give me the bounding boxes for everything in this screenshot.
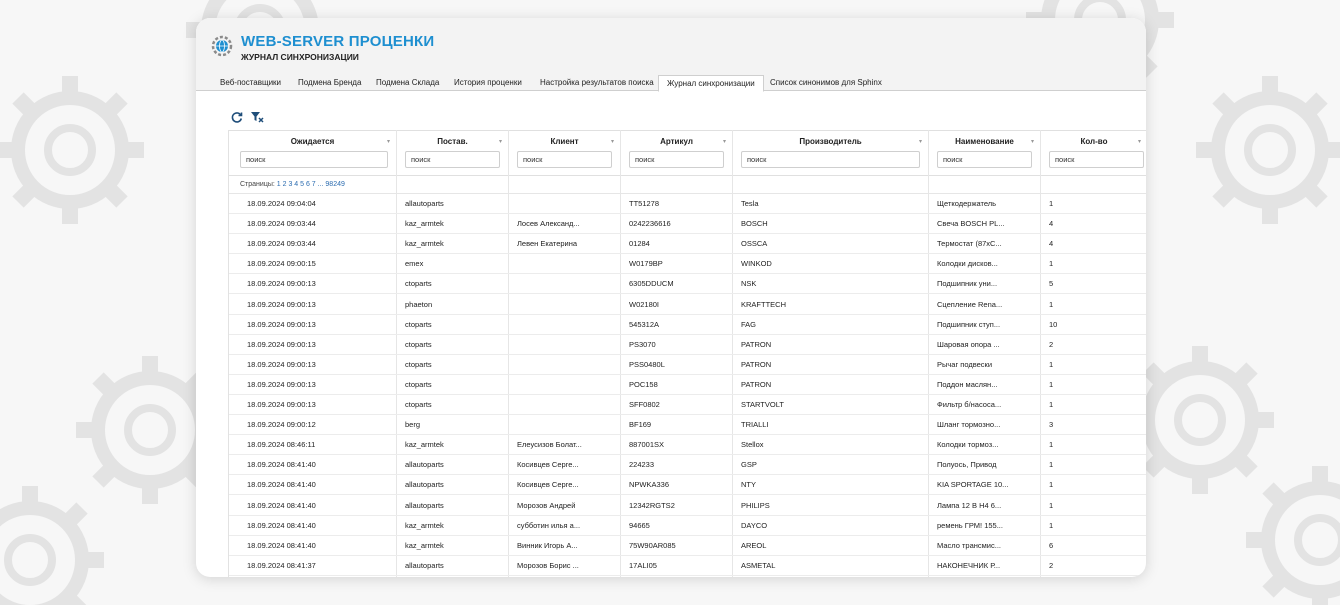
cell-manufacturer: BOSCH bbox=[741, 219, 768, 229]
cell-name: Поддон маслян... bbox=[937, 379, 998, 389]
cell-quantity: 1 bbox=[1049, 520, 1054, 530]
cell-supplier: ctoparts bbox=[405, 319, 432, 329]
cell-quantity: 1 bbox=[1049, 400, 1054, 409]
tab-warehouse-substitution[interactable]: Подмена Склада bbox=[376, 78, 440, 87]
cell-quantity: 2 bbox=[1049, 339, 1054, 349]
cell-client bbox=[517, 355, 617, 375]
cell-article: W02180I bbox=[629, 299, 660, 309]
cell-name: НАКОНЕЧНИК Р... bbox=[937, 560, 1001, 570]
sort-icon[interactable]: ▾ bbox=[1030, 139, 1034, 145]
cell-manufacturer: TRIALLI bbox=[741, 420, 769, 430]
cell-article: 75W90AR085 bbox=[629, 540, 676, 550]
column-header-manufacturer[interactable]: Производитель bbox=[799, 137, 862, 146]
cell-name: KIA SPORTAGE 10... bbox=[937, 480, 1009, 490]
table-row[interactable] bbox=[229, 455, 1146, 475]
page-subtitle: ЖУРНАЛ СИНХРОНИЗАЦИИ bbox=[241, 52, 359, 62]
cell-article: W0179BP bbox=[629, 259, 663, 269]
cell-client bbox=[517, 315, 617, 335]
table-row[interactable] bbox=[229, 536, 1146, 556]
table-row[interactable] bbox=[229, 335, 1146, 355]
filter-supplier-input[interactable] bbox=[405, 151, 500, 168]
table-row[interactable] bbox=[229, 375, 1146, 395]
table-row[interactable] bbox=[229, 415, 1146, 435]
cell-expected: 18.09.2024 09:00:13 bbox=[247, 359, 316, 369]
cell-supplier: ctoparts bbox=[405, 359, 432, 369]
table-row[interactable] bbox=[229, 435, 1146, 455]
cell-article: PS3070 bbox=[629, 339, 656, 349]
cell-client: Косивцев Серге... bbox=[517, 460, 579, 470]
cell-manufacturer: NTY bbox=[741, 480, 756, 490]
cell-expected: 18.09.2024 08:41:37 bbox=[247, 560, 316, 570]
refresh-icon[interactable] bbox=[230, 110, 244, 124]
cell-expected: 18.09.2024 09:00:12 bbox=[247, 420, 316, 430]
filter-article-input[interactable] bbox=[629, 151, 724, 168]
cell-manufacturer: FAG bbox=[741, 319, 757, 329]
cell-client: Винник Игорь А... bbox=[517, 540, 578, 550]
cell-article: 17ALI05 bbox=[629, 560, 657, 570]
cell-quantity: 1 bbox=[1049, 359, 1054, 369]
sort-icon[interactable]: ▾ bbox=[498, 139, 502, 145]
cell-quantity: 4 bbox=[1049, 219, 1054, 229]
cell-name: Лампа 12 В H4 6... bbox=[937, 500, 1002, 510]
cell-expected: 18.09.2024 08:41:40 bbox=[247, 500, 316, 510]
cell-article: POC158 bbox=[629, 379, 658, 389]
cell-manufacturer: PHILIPS bbox=[741, 500, 770, 510]
cell-client: Левен Екатерина bbox=[517, 239, 578, 249]
cell-manufacturer: KRAFTTECH bbox=[741, 299, 786, 309]
cell-name: Шаровая опора ... bbox=[937, 339, 1000, 349]
filter-name-input[interactable] bbox=[937, 151, 1032, 168]
cell-client bbox=[517, 274, 617, 294]
cell-article: PSS0480L bbox=[629, 359, 665, 369]
gear-globe-logo-icon bbox=[210, 34, 234, 58]
cell-manufacturer: ASMETAL bbox=[741, 560, 776, 570]
cell-quantity: 3 bbox=[1049, 420, 1054, 430]
column-header-expected[interactable]: Ожидается bbox=[290, 137, 335, 146]
cell-expected: 18.09.2024 08:41:40 bbox=[247, 540, 316, 550]
table-row[interactable] bbox=[229, 295, 1146, 315]
cell-article: NPWKA336 bbox=[629, 480, 670, 490]
cell-quantity: 2 bbox=[1049, 560, 1054, 570]
cell-expected: 18.09.2024 09:00:13 bbox=[247, 319, 316, 329]
sort-icon[interactable]: ▾ bbox=[918, 139, 922, 145]
table-row[interactable] bbox=[229, 355, 1146, 375]
cell-name: Колодки тормоз... bbox=[937, 440, 999, 450]
tab-pricing-history[interactable]: История проценки bbox=[454, 78, 522, 87]
column-header-client[interactable]: Клиент bbox=[550, 137, 579, 146]
column-header-quantity[interactable]: Кол-во bbox=[1080, 137, 1108, 146]
cell-expected: 18.09.2024 08:46:11 bbox=[247, 440, 316, 450]
cell-quantity: 10 bbox=[1049, 319, 1058, 329]
cell-expected: 18.09.2024 09:03:44 bbox=[247, 219, 316, 229]
cell-name: Фильтр б/насоса... bbox=[937, 400, 1002, 409]
cell-name: Подшипник ступ... bbox=[937, 319, 1001, 329]
cell-manufacturer: AREOL bbox=[741, 540, 767, 550]
cell-client: Елеусизов Болат... bbox=[517, 440, 582, 450]
filter-manufacturer-input[interactable] bbox=[741, 151, 920, 168]
tab-search-results-settings[interactable]: Настройка результатов поиска bbox=[540, 78, 654, 87]
cell-client: Морозов Андрей bbox=[517, 500, 576, 510]
cell-client bbox=[517, 194, 617, 214]
cell-client bbox=[517, 395, 617, 415]
cell-name: Шланг тормозно... bbox=[937, 420, 1001, 430]
cell-supplier: berg bbox=[405, 420, 421, 430]
table-row[interactable] bbox=[229, 274, 1146, 294]
main-window bbox=[196, 18, 1146, 577]
cell-client bbox=[517, 415, 617, 435]
cell-article: SFF0802 bbox=[629, 400, 660, 409]
cell-quantity: 1 bbox=[1049, 440, 1054, 450]
cell-name: Рычаг подвески bbox=[937, 359, 993, 369]
cell-name: Свеча BOSCH PL... bbox=[937, 219, 1005, 229]
cell-expected: 18.09.2024 09:00:15 bbox=[247, 259, 316, 269]
column-header-name[interactable]: Наименование bbox=[955, 137, 1014, 146]
cell-article: 0242236616 bbox=[629, 219, 671, 229]
cell-quantity: 1 bbox=[1049, 460, 1054, 470]
cell-expected: 18.09.2024 09:03:44 bbox=[247, 239, 316, 249]
table-row[interactable] bbox=[229, 395, 1146, 415]
cell-article: 01284 bbox=[629, 239, 650, 249]
cell-quantity: 4 bbox=[1049, 239, 1054, 249]
cell-quantity: 5 bbox=[1049, 279, 1054, 289]
pagination-links[interactable]: 1 2 3 4 5 6 7 ... 98249 bbox=[276, 181, 345, 188]
table-row[interactable] bbox=[229, 516, 1146, 536]
sort-icon[interactable]: ▾ bbox=[386, 139, 390, 145]
cell-quantity: 1 bbox=[1049, 480, 1054, 490]
cell-expected: 18.09.2024 09:00:13 bbox=[247, 279, 316, 289]
cell-manufacturer: GSP bbox=[741, 460, 757, 470]
cell-name: Масло трансмис... bbox=[937, 540, 1001, 550]
cell-article: TT51278 bbox=[629, 199, 660, 208]
cell-expected: 18.09.2024 09:00:13 bbox=[247, 379, 316, 389]
cell-expected: 18.09.2024 08:41:40 bbox=[247, 520, 316, 530]
cell-article: 887001SX bbox=[629, 440, 665, 450]
cell-supplier: ctoparts bbox=[405, 400, 432, 409]
cell-name: Подшипник уни... bbox=[937, 279, 998, 289]
cell-expected: 18.09.2024 09:00:13 bbox=[247, 339, 316, 349]
filter-quantity-input[interactable] bbox=[1049, 151, 1144, 168]
cell-expected: 18.09.2024 09:04:04 bbox=[247, 199, 316, 208]
cell-name: Сцепление Rena... bbox=[937, 299, 1003, 309]
cell-supplier: ctoparts bbox=[405, 339, 432, 349]
cell-manufacturer: WINKOD bbox=[741, 259, 772, 269]
cell-manufacturer: PATRON bbox=[741, 379, 772, 389]
cell-client: Лосев Александ... bbox=[517, 219, 580, 229]
table-row[interactable] bbox=[229, 194, 1146, 214]
sort-icon[interactable]: ▾ bbox=[722, 139, 726, 145]
cell-manufacturer: NSK bbox=[741, 279, 757, 289]
cell-client bbox=[517, 335, 617, 355]
cell-article: 6305DDUCM bbox=[629, 279, 674, 289]
cell-manufacturer: Tesla bbox=[741, 199, 759, 208]
tab-bar bbox=[196, 75, 1146, 91]
cell-supplier: allautoparts bbox=[405, 199, 444, 208]
table-row[interactable] bbox=[229, 234, 1146, 254]
cell-quantity: 1 bbox=[1049, 379, 1054, 389]
cell-supplier: emex bbox=[405, 259, 424, 269]
column-header-supplier[interactable]: Постав. bbox=[437, 137, 468, 146]
pagination-label: Страницы: bbox=[240, 181, 275, 188]
cell-client: Косивцев Серге... bbox=[517, 480, 579, 490]
tab-sphinx-synonyms[interactable]: Список синонимов для Sphinx bbox=[770, 78, 882, 87]
cell-name: Щеткодержатель bbox=[937, 199, 997, 208]
cell-supplier: allautoparts bbox=[405, 560, 444, 570]
table-row[interactable] bbox=[229, 254, 1146, 274]
clear-filter-icon[interactable] bbox=[250, 110, 264, 124]
cell-manufacturer: OSSCA bbox=[741, 239, 768, 249]
cell-supplier: phaeton bbox=[405, 299, 433, 309]
cell-name: ремень ГРМ! 155... bbox=[937, 520, 1003, 530]
filter-client-input[interactable] bbox=[517, 151, 612, 168]
cell-article: 94665 bbox=[629, 520, 650, 530]
sort-icon[interactable]: ▾ bbox=[1137, 139, 1141, 145]
sort-icon[interactable]: ▾ bbox=[610, 139, 614, 145]
cell-supplier: allautoparts bbox=[405, 480, 444, 490]
cell-supplier: kaz_armtek bbox=[405, 440, 444, 450]
cell-manufacturer: DAYCO bbox=[741, 520, 768, 530]
cell-expected: 18.09.2024 09:00:13 bbox=[247, 299, 316, 309]
cell-expected: 18.09.2024 09:00:13 bbox=[247, 400, 316, 409]
cell-client bbox=[517, 254, 617, 274]
cell-quantity: 6 bbox=[1049, 540, 1054, 550]
pagination bbox=[240, 181, 345, 188]
cell-supplier: kaz_armtek bbox=[405, 540, 444, 550]
cell-quantity: 1 bbox=[1049, 199, 1054, 208]
cell-manufacturer: Stellox bbox=[741, 440, 764, 450]
table-row[interactable] bbox=[229, 475, 1146, 495]
cell-supplier: allautoparts bbox=[405, 460, 444, 470]
table-row[interactable] bbox=[229, 556, 1146, 576]
cell-quantity: 1 bbox=[1049, 299, 1054, 309]
tab-brand-substitution[interactable]: Подмена Бренда bbox=[298, 78, 362, 87]
cell-article: BF169 bbox=[629, 420, 652, 430]
cell-manufacturer: PATRON bbox=[741, 339, 772, 349]
cell-supplier: ctoparts bbox=[405, 279, 432, 289]
filter-expected-input[interactable] bbox=[240, 151, 388, 168]
app-header bbox=[196, 18, 1146, 75]
cell-client: субботин илья а... bbox=[517, 520, 581, 530]
cell-supplier: ctoparts bbox=[405, 379, 432, 389]
cell-supplier: kaz_armtek bbox=[405, 239, 444, 249]
sync-journal-grid bbox=[228, 130, 1146, 577]
cell-manufacturer: PATRON bbox=[741, 359, 772, 369]
cell-client: Морозов Борис ... bbox=[517, 560, 579, 570]
cell-supplier: allautoparts bbox=[405, 500, 444, 510]
cell-client bbox=[517, 375, 617, 395]
cell-quantity: 1 bbox=[1049, 500, 1054, 510]
table-row[interactable] bbox=[229, 496, 1146, 516]
cell-supplier: kaz_armtek bbox=[405, 219, 444, 229]
cell-name: Термостат (87хС... bbox=[937, 239, 1002, 249]
cell-quantity: 1 bbox=[1049, 259, 1054, 269]
cell-client bbox=[517, 295, 617, 315]
tab-sync-journal[interactable]: Журнал синхронизации bbox=[658, 75, 764, 92]
table-row[interactable] bbox=[229, 214, 1146, 234]
cell-article: 545312A bbox=[629, 319, 660, 329]
column-header-article[interactable]: Артикул bbox=[660, 137, 693, 146]
table-row[interactable] bbox=[229, 315, 1146, 335]
cell-name: Колодки дисков... bbox=[937, 259, 998, 269]
cell-supplier: kaz_armtek bbox=[405, 520, 444, 530]
app-title: WEB-SERVER ПРОЦЕНКИ bbox=[241, 33, 435, 50]
cell-expected: 18.09.2024 08:41:40 bbox=[247, 480, 316, 490]
cell-expected: 18.09.2024 08:41:40 bbox=[247, 460, 316, 470]
tab-web-suppliers[interactable]: Веб-поставщики bbox=[220, 78, 282, 87]
cell-name: Полуось, Привод bbox=[937, 460, 997, 470]
cell-manufacturer: STARTVOLT bbox=[741, 400, 784, 409]
cell-article: 224233 bbox=[629, 460, 655, 470]
cell-article: 12342RGTS2 bbox=[629, 500, 675, 510]
